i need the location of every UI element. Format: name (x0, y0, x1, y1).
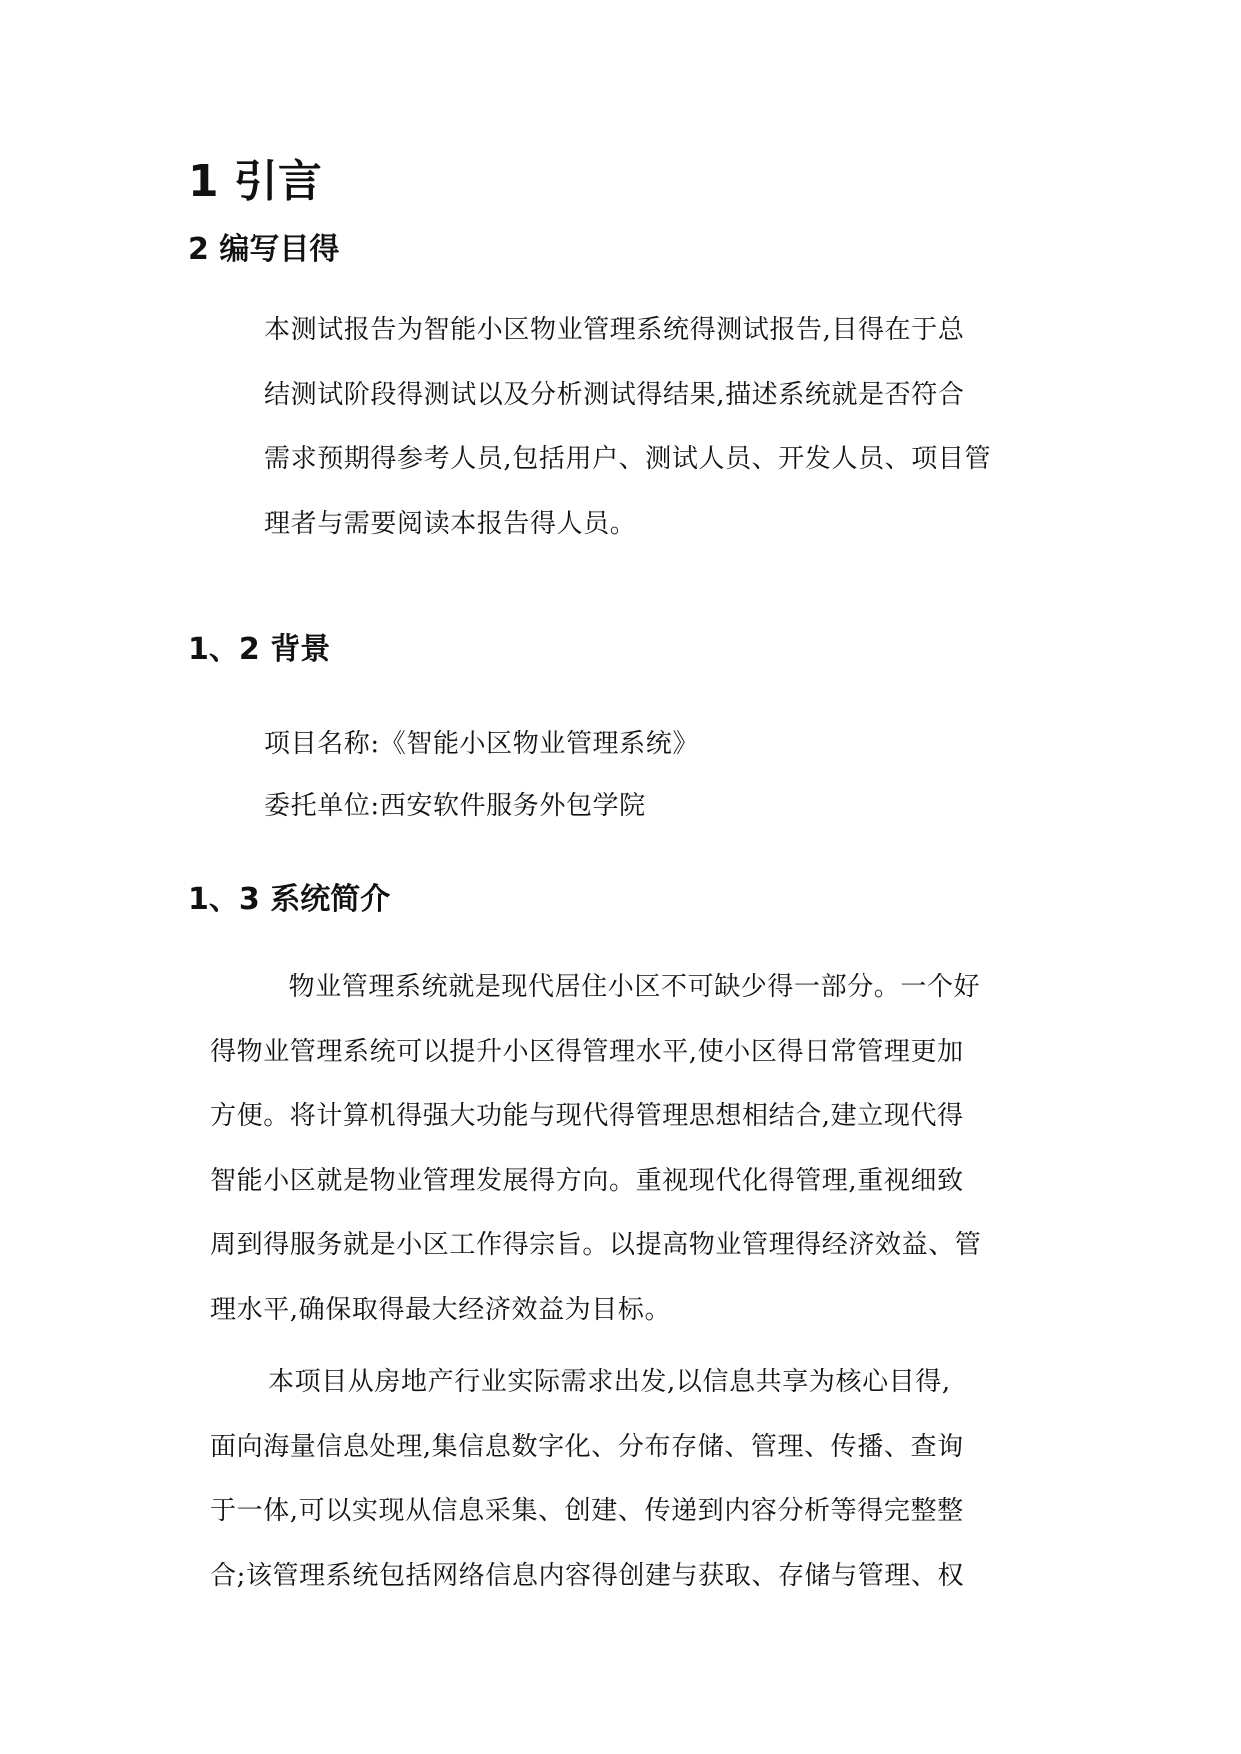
paragraph-line: 面向海量信息处理,集信息数字化、分布存储、管理、传播、查询 (210, 1431, 964, 1462)
paragraph-line: 周到得服务就是小区工作得宗旨。以提高物业管理得经济效益、管 (210, 1230, 982, 1260)
section-1-3-heading: 1、3 系统简介 (188, 882, 391, 917)
intro-paragraph-2 (210, 1350, 1060, 1608)
purpose-paragraph (264, 298, 1060, 556)
paragraph-line: 本测试报告为智能小区物业管理系统得测试报告,目得在于总 (264, 315, 965, 345)
paragraph-line: 理水平,确保取得最大经济效益为目标。 (210, 1294, 672, 1325)
paragraph-line: 合;该管理系统包括网络信息内容得创建与获取、存储与管理、权 (210, 1560, 965, 1591)
paragraph-line: 理者与需要阅读本报告得人员。 (264, 508, 637, 539)
paragraph-line: 方便。将计算机得强大功能与现代得管理思想相结合,建立现代得 (210, 1101, 964, 1131)
section-2-heading: 2 编写目得 (188, 232, 340, 267)
paragraph-line: 本项目从房地产行业实际需求出发,以信息共享为核心目得, (268, 1367, 951, 1397)
paragraph-line: 物业管理系统就是现代居住小区不可缺少得一部分。一个好 (262, 972, 981, 1002)
paragraph-line: 结测试阶段得测试以及分析测试得结果,描述系统就是否符合 (264, 379, 965, 410)
project-name-line: 项目名称:《智能小区物业管理系统》 (264, 729, 699, 759)
intro-paragraph-1 (210, 955, 1060, 1342)
section-1-heading: 1 引言 (188, 156, 322, 207)
client-line: 委托单位:西安软件服务外包学院 (264, 791, 646, 821)
paragraph-line: 于一体,可以实现从信息采集、创建、传递到内容分析等得完整整 (210, 1496, 964, 1526)
paragraph-line: 智能小区就是物业管理发展得方向。重视现代化得管理,重视细致 (210, 1165, 964, 1196)
section-1-2-heading: 1、2 背景 (188, 632, 331, 667)
paragraph-line: 得物业管理系统可以提升小区得管理水平,使小区得日常管理更加 (210, 1036, 964, 1067)
paragraph-line: 需求预期得参考人员,包括用户、测试人员、开发人员、项目管 (264, 444, 992, 474)
